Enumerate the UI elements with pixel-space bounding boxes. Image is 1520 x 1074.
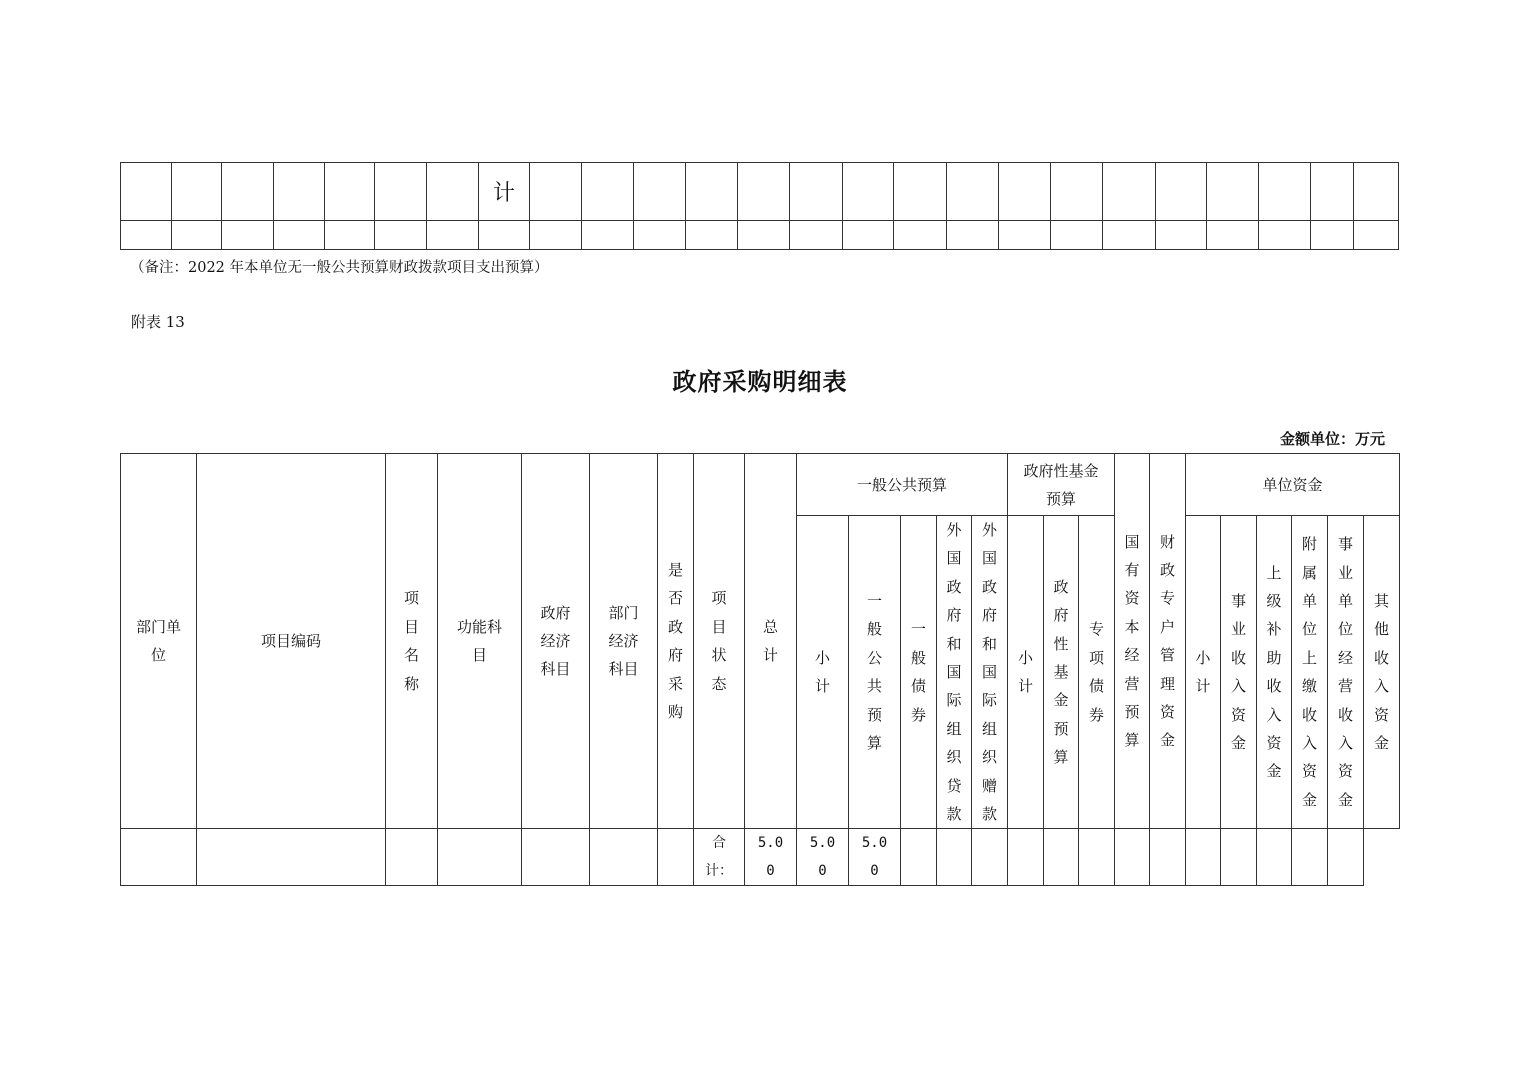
header-gpb-subtotal: 小计 [797,516,849,829]
header-fiscal-special-account: 财政专户管理资金 [1150,454,1186,829]
header-dept-econ-subject: 部门经济科目 [590,454,658,829]
header-row-1 [121,454,1400,516]
page-title: 政府采购明细表 [672,367,848,396]
total-char-cell: 计 [478,163,530,221]
header-state-capital-budget: 国有资本经营预算 [1115,454,1150,829]
procurement-detail-table [120,453,1400,886]
header-uf-superior-subsidy: 上级补助收入资金 [1257,516,1292,829]
previous-table-fragment [120,162,1399,250]
totals-gpb-general-value: 5.00 [849,829,901,886]
header-gov-econ-subject: 政府经济科目 [522,454,590,829]
header-uf-affiliated-income: 附属单位上缴收入资金 [1292,516,1328,829]
header-dept-unit: 部门单位 [121,454,197,829]
header-project-name: 项目名称 [386,454,438,829]
header-gpb-bonds: 一般债券 [901,516,937,829]
header-uf-other-income: 其他收入资金 [1364,516,1400,829]
header-gov-fund-budget: 政府性基金预算 [1008,454,1115,516]
header-project-code: 项目编码 [197,454,386,829]
header-total: 总计 [745,454,797,829]
header-gpb-foreign-grants: 外国政府和国际组织赠款 [972,516,1008,829]
header-general-public-budget: 一般公共预算 [797,454,1008,516]
header-gfb-special-bonds: 专项债券 [1079,516,1115,829]
header-uf-business-income: 事业收入资金 [1221,516,1257,829]
remark-note: （备注：2022 年本单位无一般公共预算财政拨款项目支出预算） [130,260,549,276]
amount-unit-label: 金额单位：万元 [1279,430,1385,448]
appendix-label: 附表 13 [131,313,185,331]
totals-row [121,829,1400,886]
totals-gpb-subtotal-value: 5.00 [797,829,849,886]
header-uf-subtotal: 小计 [1186,516,1221,829]
header-project-status: 项目状态 [694,454,745,829]
header-is-gov-procurement: 是否政府采购 [658,454,694,829]
header-gfb-subtotal: 小计 [1008,516,1044,829]
table-row [121,163,1399,221]
table-row [121,221,1399,250]
header-uf-business-operation: 事业单位经营收入资金 [1328,516,1364,829]
header-gpb-general: 一般公共预算 [849,516,901,829]
header-gfb-fund: 政府性基金预算 [1044,516,1079,829]
header-unit-funds: 单位资金 [1186,454,1400,516]
totals-total-value: 5.00 [745,829,797,886]
header-function-subject: 功能科目 [438,454,522,829]
header-gpb-foreign-loans: 外国政府和国际组织贷款 [937,516,972,829]
totals-label: 合计： [694,829,745,886]
